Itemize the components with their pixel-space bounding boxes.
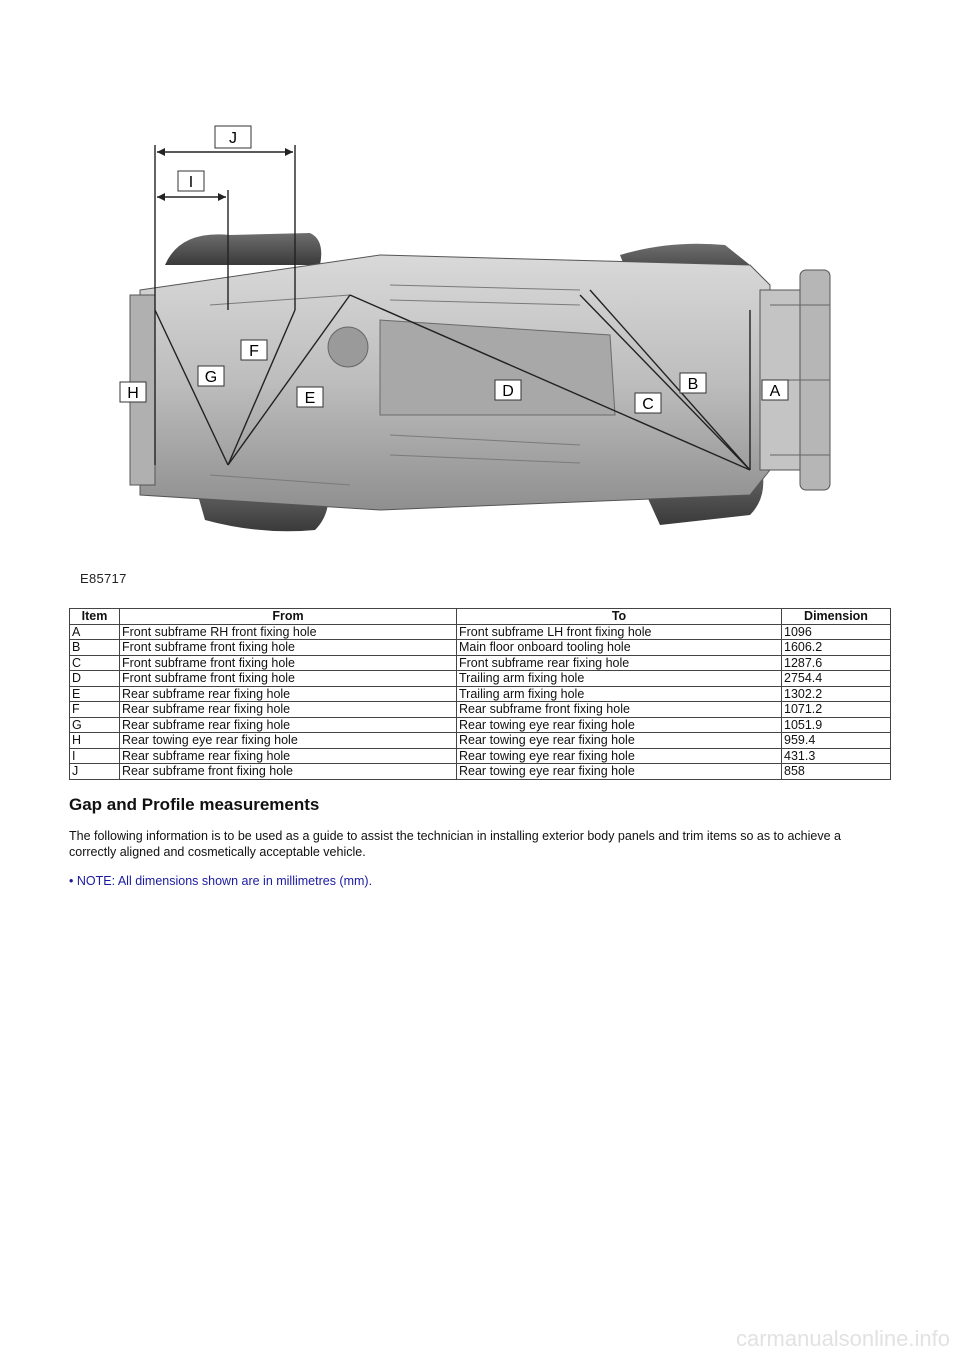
- label-f: F: [249, 343, 259, 360]
- transmission-tunnel: [380, 320, 615, 415]
- column-header-item: Item: [70, 609, 120, 625]
- cell-from: Front subframe front fixing hole: [120, 640, 457, 656]
- label-a: A: [769, 383, 781, 400]
- cell-item: E: [70, 686, 120, 702]
- table-header-row: [70, 609, 891, 625]
- cell-dimension: 1287.6: [782, 655, 891, 671]
- table-row: [70, 748, 891, 764]
- cell-to: Rear towing eye rear fixing hole: [457, 717, 782, 733]
- cell-item: H: [70, 733, 120, 749]
- cell-from: Rear subframe rear fixing hole: [120, 717, 457, 733]
- cell-to: Rear towing eye rear fixing hole: [457, 748, 782, 764]
- label-c: C: [642, 396, 654, 413]
- cell-from: Front subframe front fixing hole: [120, 671, 457, 687]
- figure-id: E85717: [80, 571, 127, 586]
- label-b: B: [687, 376, 699, 393]
- cell-item: F: [70, 702, 120, 718]
- cell-item: I: [70, 748, 120, 764]
- table-row: [70, 624, 891, 640]
- label-h: H: [127, 385, 139, 402]
- cell-item: C: [70, 655, 120, 671]
- label-e: E: [304, 390, 316, 407]
- cell-item: B: [70, 640, 120, 656]
- cell-dimension: 2754.4: [782, 671, 891, 687]
- section-title: Gap and Profile measurements: [69, 795, 320, 814]
- cell-dimension: 1096: [782, 624, 891, 640]
- cell-item: A: [70, 624, 120, 640]
- cell-from: Rear subframe front fixing hole: [120, 764, 457, 780]
- label-d: D: [502, 383, 514, 400]
- cell-to: Trailing arm fixing hole: [457, 686, 782, 702]
- cell-dimension: 858: [782, 764, 891, 780]
- cell-item: D: [70, 671, 120, 687]
- cell-to: Rear towing eye rear fixing hole: [457, 764, 782, 780]
- column-header-to: To: [457, 609, 782, 625]
- cell-to: Trailing arm fixing hole: [457, 671, 782, 687]
- cell-to: Front subframe rear fixing hole: [457, 655, 782, 671]
- table-row: [70, 655, 891, 671]
- cell-to: Rear towing eye rear fixing hole: [457, 733, 782, 749]
- note-text: • NOTE: All dimensions shown are in millimetres (mm).: [69, 874, 373, 888]
- cell-item: G: [70, 717, 120, 733]
- cell-to: Main floor onboard tooling hole: [457, 640, 782, 656]
- dimensions-table: [69, 608, 891, 780]
- section-body: The following information is to be used as a guide to assist the technician in installing exterior body panels and trim items so as to achieve a correctly aligned and cosmetically acceptable vehicle.: [69, 829, 841, 859]
- spare-wheel-well: [328, 327, 368, 367]
- rear-right-wheel-arch: [165, 233, 321, 265]
- dimension-arrowheads: [157, 148, 293, 201]
- cell-from: Front subframe front fixing hole: [120, 655, 457, 671]
- cell-dimension: 1606.2: [782, 640, 891, 656]
- table-row: [70, 671, 891, 687]
- cell-from: Rear subframe rear fixing hole: [120, 702, 457, 718]
- table-row: [70, 686, 891, 702]
- cell-dimension: 1071.2: [782, 702, 891, 718]
- cell-dimension: 959.4: [782, 733, 891, 749]
- table-row: [70, 640, 891, 656]
- cell-from: Rear towing eye rear fixing hole: [120, 733, 457, 749]
- label-i: I: [188, 174, 194, 191]
- cell-dimension: 1302.2: [782, 686, 891, 702]
- cell-dimension: 431.3: [782, 748, 891, 764]
- column-header-dimension: Dimension: [782, 609, 891, 625]
- table-row: [70, 733, 891, 749]
- column-header-from: From: [120, 609, 457, 625]
- table-row: [70, 702, 891, 718]
- watermark: carmanualsonline.info: [735, 1326, 950, 1351]
- cell-to: Front subframe LH front fixing hole: [457, 624, 782, 640]
- underbody-diagram: [110, 115, 840, 570]
- cell-from: Rear subframe rear fixing hole: [120, 686, 457, 702]
- cell-to: Rear subframe front fixing hole: [457, 702, 782, 718]
- label-g: G: [204, 369, 218, 386]
- cell-from: Front subframe RH front fixing hole: [120, 624, 457, 640]
- table-row: [70, 717, 891, 733]
- cell-item: J: [70, 764, 120, 780]
- label-j: J: [229, 130, 237, 147]
- cell-from: Rear subframe rear fixing hole: [120, 748, 457, 764]
- underbody-drawing: [110, 115, 840, 570]
- cell-dimension: 1051.9: [782, 717, 891, 733]
- table-row: [70, 764, 891, 780]
